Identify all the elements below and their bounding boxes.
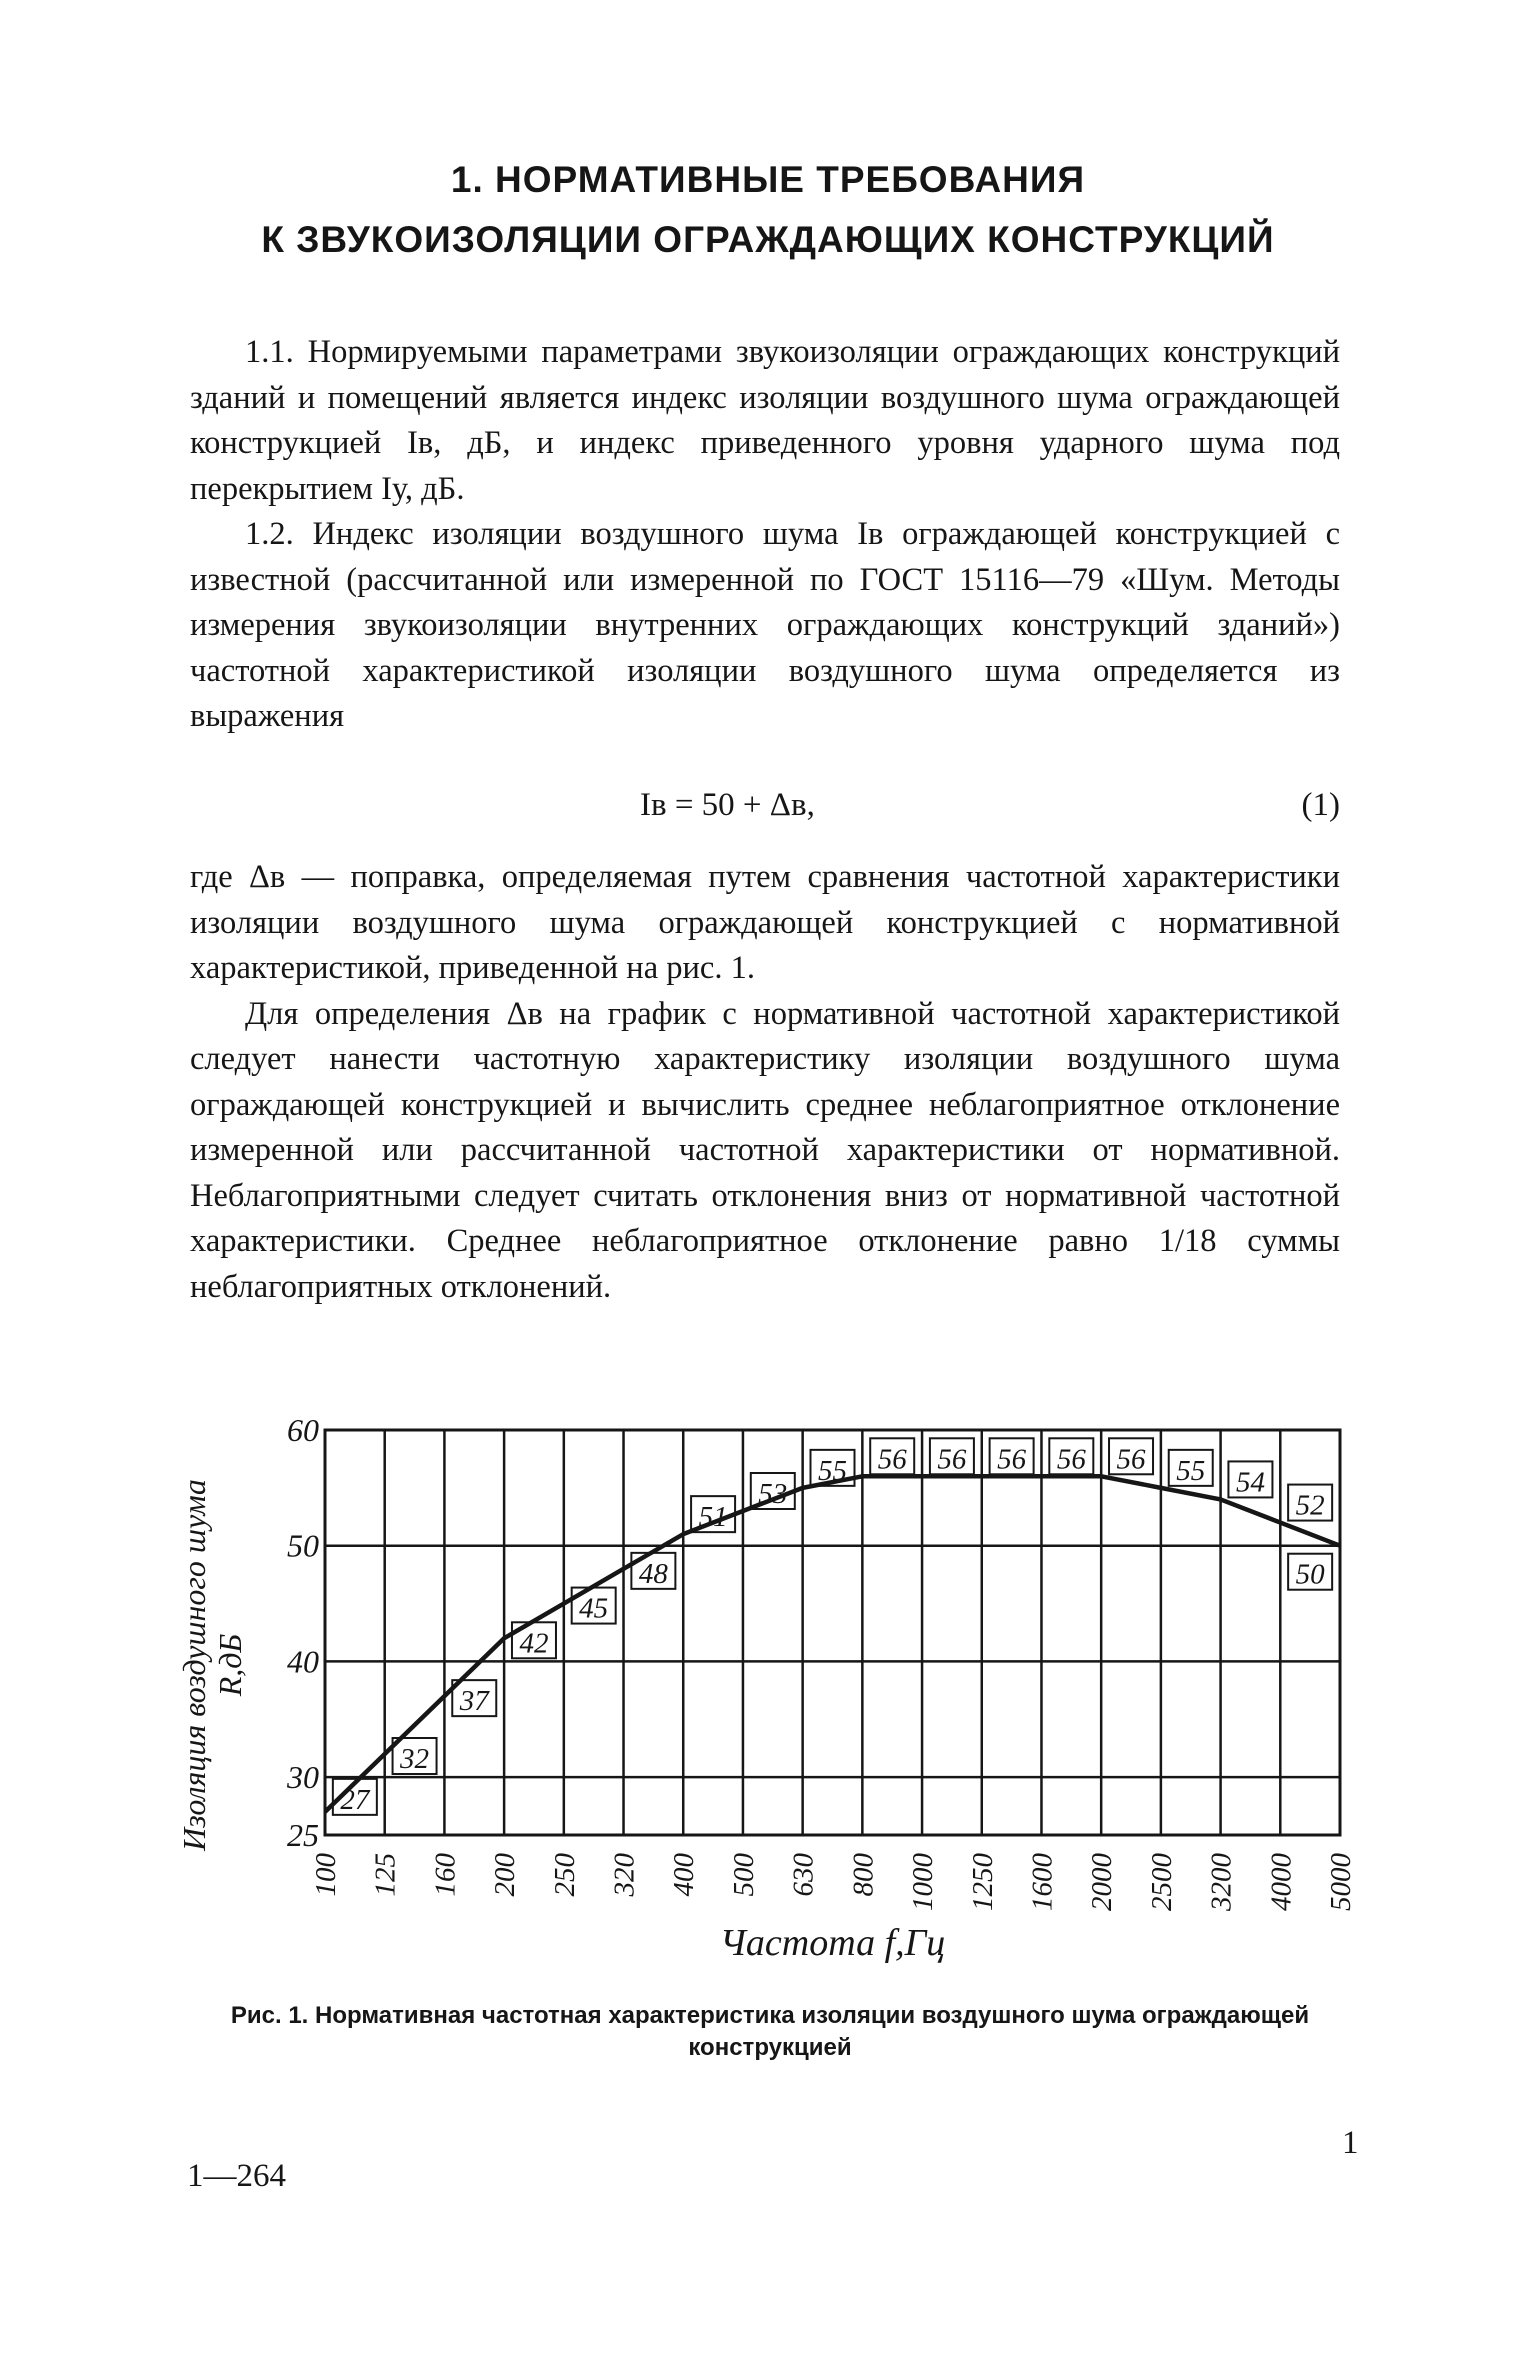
x-tick-label: 320 (608, 1853, 641, 1897)
data-label: 52 (1295, 1489, 1325, 1522)
x-tick-label: 500 (727, 1853, 760, 1897)
data-label: 45 (579, 1592, 609, 1625)
series-line (325, 1476, 1340, 1812)
x-tick-label: 3200 (1205, 1853, 1238, 1911)
page-code: 1—264 (187, 2158, 286, 2194)
x-tick-label: 1600 (1026, 1853, 1059, 1911)
x-tick-label: 125 (369, 1853, 402, 1897)
x-tick-label: 2000 (1086, 1853, 1119, 1911)
data-label: 54 (1235, 1466, 1265, 1499)
data-label: 55 (818, 1454, 847, 1487)
data-label: 56 (1056, 1443, 1086, 1476)
formula-expression: Iв = 50 + Δв, (640, 787, 815, 823)
x-tick-label: 4000 (1265, 1853, 1298, 1911)
y-tick-label: 60 (287, 1412, 319, 1448)
x-tick-label: 100 (310, 1853, 342, 1897)
section-title-line-2: К ЗВУКОИЗОЛЯЦИИ ОГРАЖДАЮЩИХ КОНСТРУКЦИЙ (261, 219, 1275, 260)
y-tick-label: 30 (287, 1759, 319, 1796)
section-title (160, 150, 1376, 270)
y-axis-label-line-1: Изоляция воздушного шума (176, 1479, 212, 1851)
x-tick-label: 1250 (966, 1853, 999, 1911)
x-tick-label: 800 (847, 1853, 880, 1897)
formula-1 (190, 780, 1340, 830)
paragraph-where: где Δв — поправка, определяемая путем сравнения частотной характеристики изоляции воздушного шума ограждающей конструкцией с нормативной характеристикой, приведенной на рис. 1. (190, 859, 1340, 986)
x-tick-label: 5000 (1325, 1853, 1357, 1911)
chart-svg (176, 1395, 1370, 1965)
data-label: 51 (698, 1501, 728, 1534)
paragraph-1-1: 1.1. Нормируемыми параметрами звукоизоляции ограждающих конструкций зданий и помещений является индекс изоляции воздушного шума ограждающей конструкцией Iв, дБ, и индекс приведенного уровня ударного шума под перекрытием Iу, дБ. (190, 334, 1340, 507)
y-tick-label: 50 (287, 1527, 319, 1564)
data-label: 53 (758, 1478, 788, 1510)
data-label: 37 (459, 1685, 489, 1718)
page-number: 1 (1342, 2125, 1359, 2161)
x-tick-label: 1000 (907, 1853, 940, 1911)
data-label: 56 (1116, 1443, 1146, 1476)
x-tick-label: 200 (489, 1853, 522, 1897)
paragraph-1-2: 1.2. Индекс изоляции воздушного шума Iв ограждающей конструкцией с известной (рассчитанной или измеренной по ГОСТ 15116—79 «Шум. Методы измерения звукоизоляции внутренних ограждающих конструкций зданий») частотной характеристикой изоляции воздушного шума определяется из выражения (190, 516, 1340, 734)
y-tick-label: 40 (287, 1643, 319, 1680)
frequency-chart (176, 1395, 1370, 1965)
x-axis-label: Частота f,Гц (719, 1922, 946, 1964)
x-tick-label: 160 (429, 1853, 462, 1897)
y-tick-label: 25 (287, 1817, 319, 1853)
data-label: 56 (877, 1443, 907, 1476)
data-label: 55 (1176, 1454, 1206, 1487)
data-label: 27 (340, 1783, 370, 1816)
body-text-bottom (190, 855, 1340, 1310)
y-axis-label (176, 1479, 248, 1852)
formula-number: (1) (1301, 787, 1340, 823)
x-tick-label: 250 (548, 1853, 581, 1897)
x-tick-label: 2500 (1145, 1853, 1178, 1911)
figure-caption: Рис. 1. Нормативная частотная характеристика изоляции воздушного шума ограждающей конструкцией (230, 2002, 1310, 2061)
x-tick-label: 630 (787, 1853, 820, 1897)
data-label: 56 (937, 1443, 967, 1476)
y-axis-label-line-2: R,дБ (212, 1633, 248, 1697)
data-label: 32 (400, 1743, 430, 1775)
x-tick-label: 400 (668, 1853, 701, 1897)
paragraph-determination: Для определения Δв на график с нормативной частотной характеристикой следует нанести частотную характеристику изоляции воздушного шума ограждающей конструкцией и вычислить среднее неблагоприятное отклонение измеренной или рассчитанной частотной характеристики от нормативной. Неблагоприятными следует считать отклонения вниз от нормативной частотной характеристики. Среднее неблагоприятное отклонение равно 1/18 суммы неблагоприятных отклонений. (190, 995, 1340, 1305)
data-label: 48 (638, 1557, 668, 1590)
data-label: 42 (519, 1627, 549, 1660)
data-label: 50 (1295, 1558, 1325, 1591)
plot-frame (325, 1430, 1340, 1835)
body-text-top (190, 330, 1340, 740)
data-label: 56 (997, 1443, 1027, 1476)
section-title-line-1: 1. НОРМАТИВНЫЕ ТРЕБОВАНИЯ (450, 159, 1086, 200)
